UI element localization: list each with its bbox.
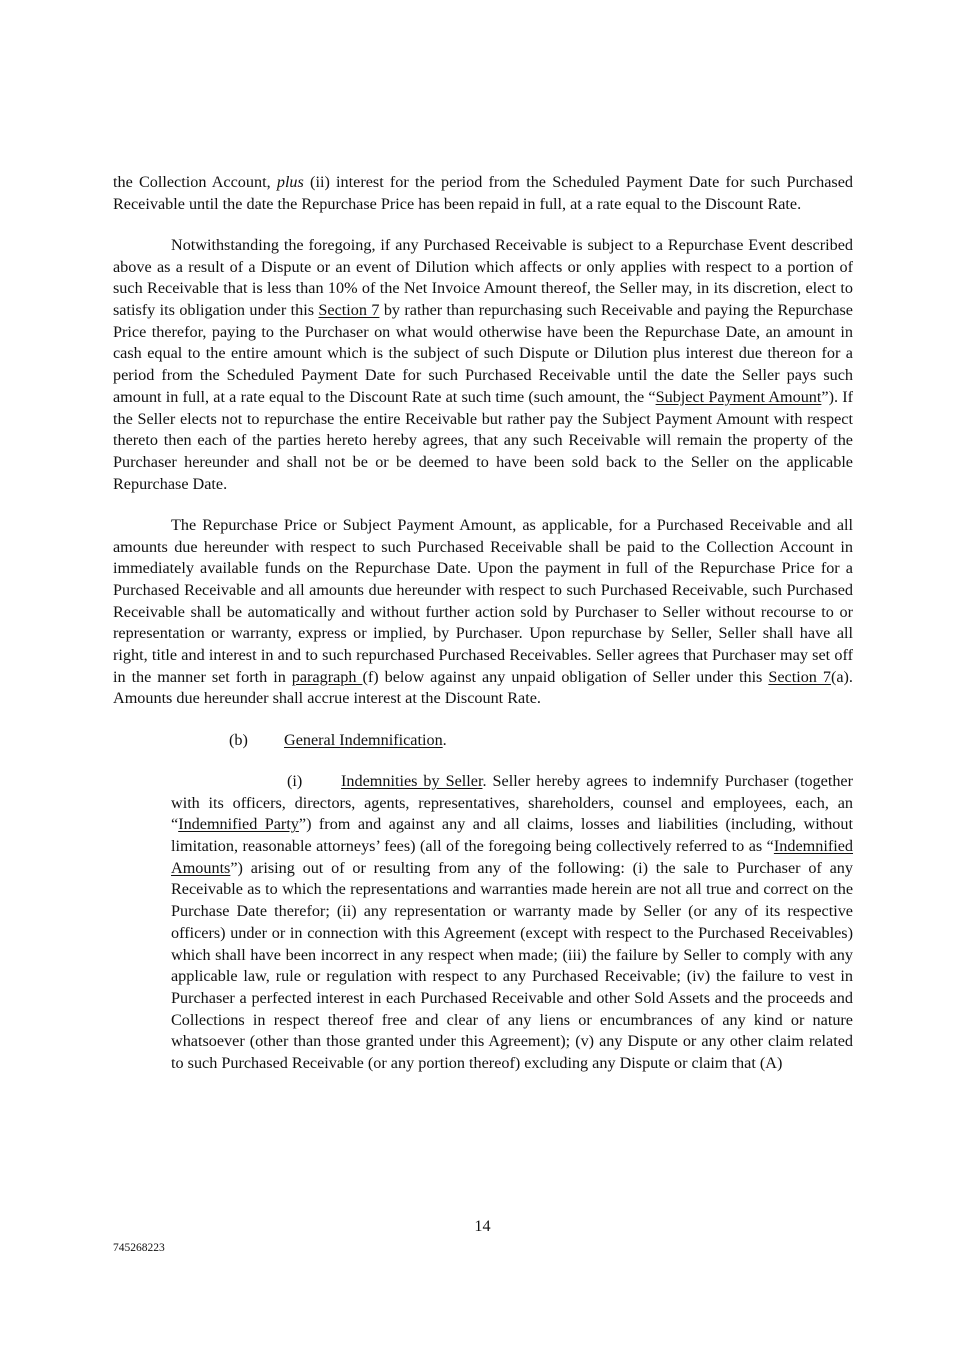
defined-term: Indemnified Party [178, 815, 299, 834]
text-run: ”). If the Seller elects not to repurchase the entire Receivable but rather pay the Subject Payment Amount with respect thereto then each of the parties hereto hereby agrees, that any such Receivable will remain the property of the Purchaser hereunder and shall not be or be deemed to have been sold back to the Seller on the applicable Repurchase Date. [113, 387, 854, 493]
text-run: Notwithstanding the foregoing, if any Purchased Receivable is subject to a Repurchase Event described above as a result of a Dispute or an event of Dilution which affects or only applies with respect to a portion of such Receivable that is less than 10% of the Net Invoice Amount thereof, the Seller may, in its discretion, elect to satisfy its obligation under this [113, 235, 853, 320]
section-number: (b) [229, 730, 248, 749]
defined-term: Subject Payment Amount [655, 387, 822, 406]
page-number: 14 [474, 1217, 491, 1235]
paragraph-notwithstanding [113, 235, 853, 495]
paragraph-continuation [113, 172, 853, 215]
italic-term: plus [276, 173, 304, 191]
subsection-title: Indemnities by Seller [341, 771, 483, 790]
text-run: . [442, 730, 447, 749]
document-body [113, 172, 853, 1075]
text-run: (a). Amounts due hereunder shall accrue interest at the Discount Rate. [113, 667, 853, 708]
document-id: 745268223 [113, 1242, 165, 1254]
paragraph-repurchase-price [113, 515, 853, 710]
subsection-i [113, 771, 853, 1075]
text-run: ”) from and against any and all claims, losses and liabilities (including, without limitation, reasonable attorneys’ fees) (all of the foregoing being collectively referred to as “ [171, 815, 853, 855]
text-run: the Collection Account, [113, 173, 277, 191]
defined-term: Indemnified [773, 836, 853, 855]
text-run: ”) arising out of or resulting from any of the following: (i) the sale to Purchaser of any Receivable as to which the representations and warranties made herein are not all true and correct on the Purchase Date therefor; (ii) any representation or warranty made by Seller (or any of its respective officers) under or in connection with this Agreement (except with respect to the Purchased Receivables) which shall have been incorrect in any respect when made; (iii) the failure by Seller to comply with any applicable law, rule or regulation with respect to any Purchased Receivable; (iv) the failure to vest in Purchaser a perfected interest in each Purchased Receivable and other Sold Assets and the proceeds and Collections in respect thereof free and clear of any liens or encumbrances of any kind or nature whatsoever (other than those granted under this Agreement); (v) any Dispute or any other claim related to such Purchased Receivable (or any portion thereof) excluding any Dispute or claim that (A) [171, 858, 853, 1073]
section-title: General Indemnification [284, 730, 443, 749]
text-run: (f) below against any unpaid obligation of Seller under this [362, 667, 769, 686]
section-heading-b [113, 730, 853, 752]
text-run: (ii) interest for the period from the Scheduled Payment Date for such Purchased Receivable until the date the Repurchase Price has been repaid in full, at a rate equal to the Discount Rate. [113, 173, 853, 213]
paragraph-reference: paragraph [291, 667, 363, 686]
section-reference: Section 7 [768, 667, 831, 686]
text-run: . Seller hereby agrees to indemnify Purchaser (together with its officers, directors, agents, representatives, shareholders, counsel and employees, each, an “ [171, 771, 853, 834]
subsection-number: (i) [287, 771, 303, 790]
defined-term: Amounts [171, 858, 231, 877]
text-run: by rather than repurchasing such Receivable and paying the Repurchase Price therefor, paying to the Purchaser on what would otherwise have been the Repurchase Date, an amount in cash equal to the entire amount which is the subject of such Dispute or Dilution plus interest due thereon for a period from the Scheduled Payment Date for such Purchased Receivable until the date the Seller pays such amount in full, at a rate equal to the Discount Rate at such time (such amount, the “ [113, 301, 853, 406]
text-run: The Repurchase Price or Subject Payment Amount, as applicable, for a Purchased Receivable and all amounts due hereunder with respect to such Purchased Receivable shall be paid to the Collection Account in immediately available funds on the Repurchase Date. Upon the payment in full of the Repurchase Price for a Purchased Receivable and all amounts due hereunder with respect to such Purchased Receivable, such Purchased Receivable shall be automatically and without further action sold by Purchaser to Seller without recourse to or representation or warranty, express or implied, by Purchaser. Upon repurchase by Seller, Seller shall have all right, title and interest in and to such repurchased Purchased Receivables. Seller agrees that Purchaser may set off in the manner set forth in [113, 515, 853, 686]
section-reference: Section 7 [318, 301, 380, 320]
